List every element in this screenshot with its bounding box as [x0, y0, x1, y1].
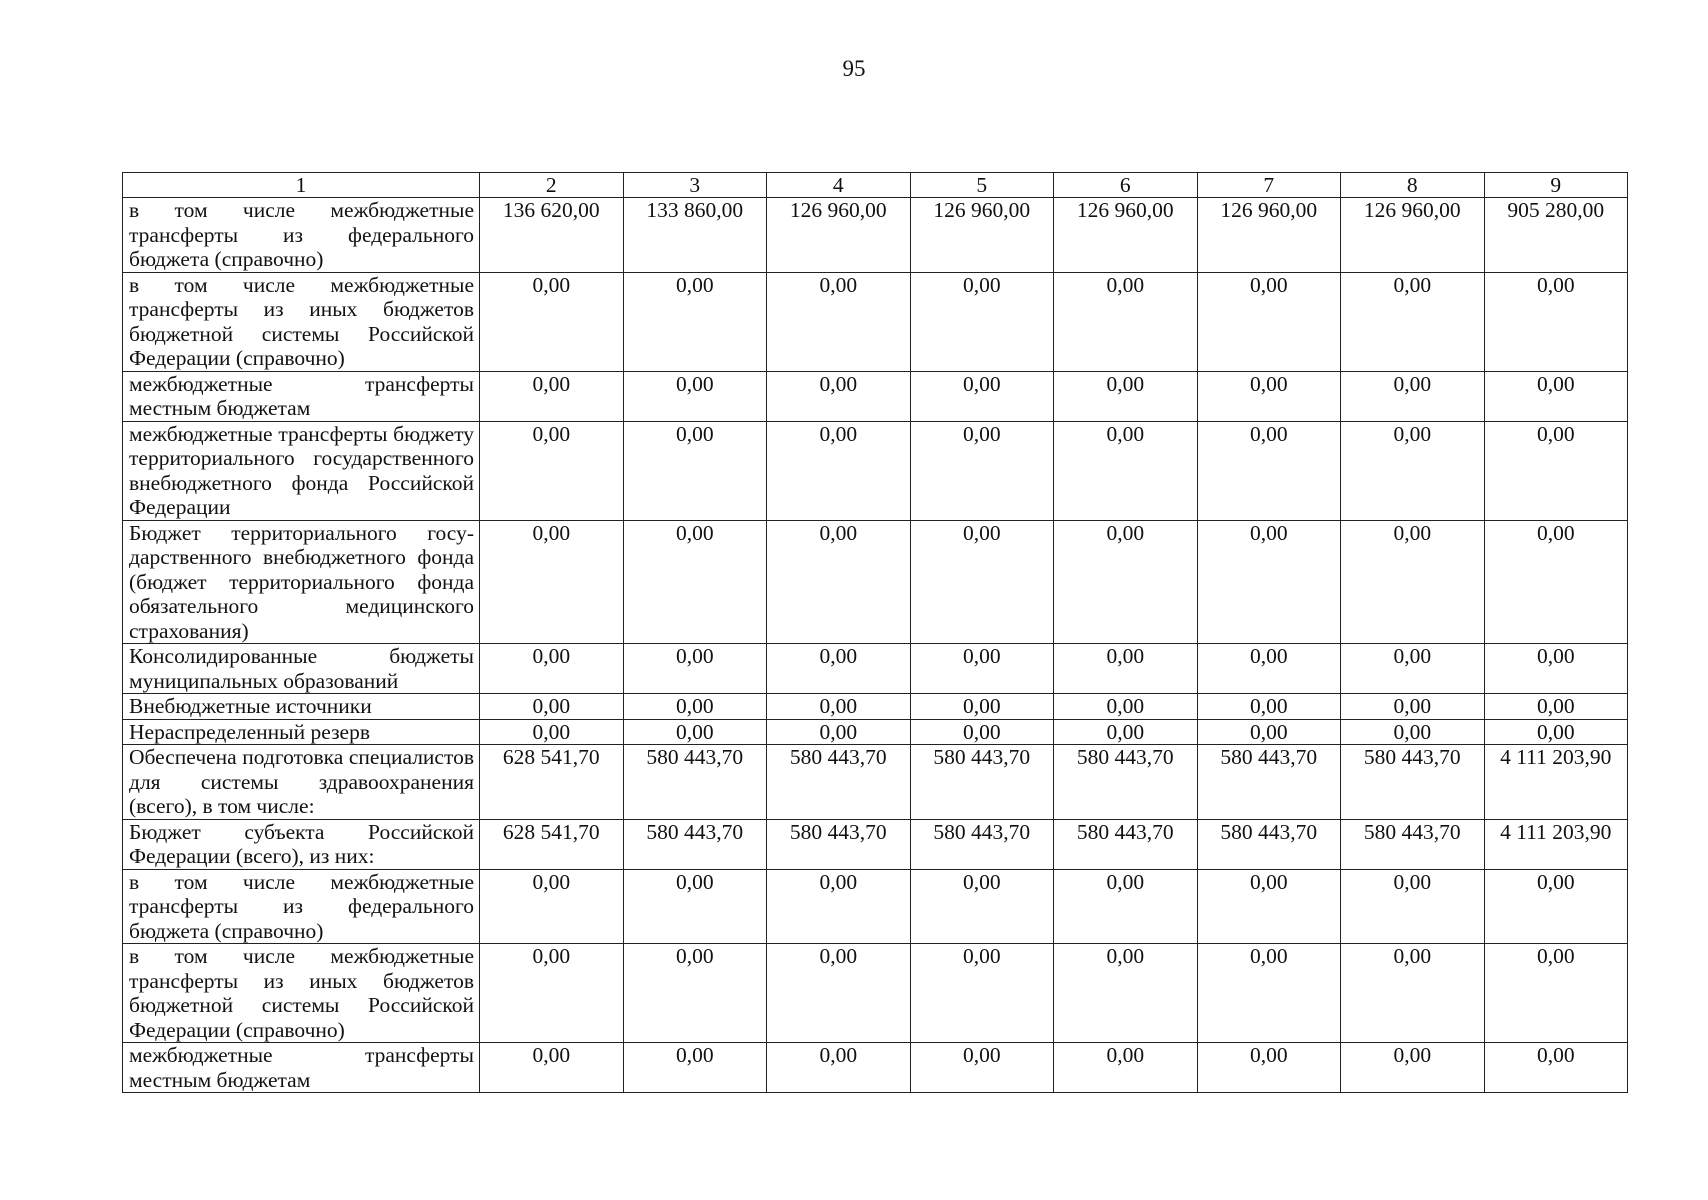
value-cell: 4 111 203,90 [1484, 819, 1628, 869]
value-cell: 0,00 [1197, 944, 1341, 1043]
table-header [123, 173, 1628, 198]
value-cell: 0,00 [1054, 520, 1198, 644]
table-row [123, 644, 1628, 694]
value-cell: 628 541,70 [480, 745, 624, 820]
value-cell: 0,00 [1484, 371, 1628, 421]
value-cell: 0,00 [767, 694, 911, 720]
table-row [123, 272, 1628, 371]
row-label: Внебюджетные источники [123, 694, 480, 720]
header-row [123, 173, 1628, 198]
row-label: Обеспечена подготовка специалистов для системы здравоохранения (всего), в том числе: [123, 745, 480, 820]
value-cell: 0,00 [767, 520, 911, 644]
value-cell: 0,00 [623, 944, 767, 1043]
table-body [123, 198, 1628, 1093]
row-label: в том числе межбюджетные трансферты из федерального бюджета (справочно) [123, 198, 480, 273]
value-cell: 0,00 [767, 272, 911, 371]
value-cell: 0,00 [1484, 944, 1628, 1043]
value-cell: 0,00 [767, 944, 911, 1043]
table-row [123, 745, 1628, 820]
value-cell: 126 960,00 [1341, 198, 1485, 273]
value-cell: 0,00 [1341, 272, 1485, 371]
value-cell: 4 111 203,90 [1484, 745, 1628, 820]
value-cell: 0,00 [910, 644, 1054, 694]
table-row [123, 520, 1628, 644]
value-cell: 0,00 [480, 1043, 624, 1093]
row-label: Бюджет субъекта Российской Федерации (всего), из них: [123, 819, 480, 869]
value-cell: 0,00 [480, 421, 624, 520]
value-cell: 628 541,70 [480, 819, 624, 869]
table-row [123, 421, 1628, 520]
value-cell: 0,00 [1197, 272, 1341, 371]
value-cell: 580 443,70 [623, 819, 767, 869]
value-cell: 0,00 [1484, 719, 1628, 745]
value-cell: 0,00 [767, 719, 911, 745]
value-cell: 0,00 [623, 694, 767, 720]
value-cell: 580 443,70 [910, 819, 1054, 869]
value-cell: 0,00 [767, 644, 911, 694]
value-cell: 0,00 [1054, 1043, 1198, 1093]
table-row [123, 944, 1628, 1043]
value-cell: 580 443,70 [767, 819, 911, 869]
value-cell: 0,00 [1341, 371, 1485, 421]
value-cell: 0,00 [1197, 1043, 1341, 1093]
table-row [123, 819, 1628, 869]
value-cell: 580 443,70 [1341, 819, 1485, 869]
row-label: Консолидированные бюджеты муниципальных образований [123, 644, 480, 694]
value-cell: 0,00 [910, 869, 1054, 944]
row-label: межбюджетные трансферты местным бюджетам [123, 1043, 480, 1093]
value-cell: 0,00 [910, 520, 1054, 644]
value-cell: 0,00 [1341, 944, 1485, 1043]
value-cell: 0,00 [623, 869, 767, 944]
value-cell: 0,00 [623, 644, 767, 694]
row-label: в том числе межбюджетные трансферты из иных бюджетов бюджетной системы Российской Федерации (справочно) [123, 944, 480, 1043]
value-cell: 0,00 [623, 371, 767, 421]
value-cell: 0,00 [1054, 371, 1198, 421]
value-cell: 0,00 [1484, 520, 1628, 644]
value-cell: 0,00 [1054, 869, 1198, 944]
column-header-6: 6 [1054, 173, 1198, 198]
row-label: межбюджетные трансферты местным бюджетам [123, 371, 480, 421]
value-cell: 0,00 [623, 272, 767, 371]
value-cell: 0,00 [480, 694, 624, 720]
value-cell: 0,00 [1484, 272, 1628, 371]
value-cell: 0,00 [1054, 694, 1198, 720]
value-cell: 0,00 [910, 944, 1054, 1043]
table-row [123, 719, 1628, 745]
value-cell: 0,00 [480, 272, 624, 371]
table-row [123, 371, 1628, 421]
value-cell: 0,00 [1197, 719, 1341, 745]
column-header-3: 3 [623, 173, 767, 198]
table-row [123, 1043, 1628, 1093]
value-cell: 0,00 [1054, 272, 1198, 371]
value-cell: 0,00 [623, 421, 767, 520]
value-cell: 580 443,70 [1054, 745, 1198, 820]
value-cell: 0,00 [1054, 719, 1198, 745]
value-cell: 133 860,00 [623, 198, 767, 273]
value-cell: 0,00 [1341, 869, 1485, 944]
value-cell: 0,00 [767, 1043, 911, 1093]
value-cell: 0,00 [1197, 421, 1341, 520]
value-cell: 0,00 [1197, 520, 1341, 644]
value-cell: 0,00 [1484, 1043, 1628, 1093]
value-cell: 0,00 [1484, 869, 1628, 944]
value-cell: 126 960,00 [1054, 198, 1198, 273]
value-cell: 0,00 [1341, 694, 1485, 720]
value-cell: 0,00 [623, 1043, 767, 1093]
table-row [123, 869, 1628, 944]
value-cell: 0,00 [1054, 944, 1198, 1043]
value-cell: 0,00 [910, 272, 1054, 371]
value-cell: 0,00 [623, 719, 767, 745]
value-cell: 0,00 [910, 421, 1054, 520]
value-cell: 580 443,70 [1197, 745, 1341, 820]
column-header-9: 9 [1484, 173, 1628, 198]
value-cell: 0,00 [1341, 421, 1485, 520]
value-cell: 0,00 [910, 694, 1054, 720]
row-label: Нераспределенный резерв [123, 719, 480, 745]
value-cell: 0,00 [623, 520, 767, 644]
value-cell: 580 443,70 [1197, 819, 1341, 869]
value-cell: 0,00 [1054, 644, 1198, 694]
value-cell: 580 443,70 [1341, 745, 1485, 820]
value-cell: 126 960,00 [910, 198, 1054, 273]
budget-table [122, 172, 1628, 1093]
column-header-1: 1 [123, 173, 480, 198]
value-cell: 0,00 [1197, 644, 1341, 694]
column-header-8: 8 [1341, 173, 1485, 198]
value-cell: 0,00 [480, 520, 624, 644]
value-cell: 580 443,70 [767, 745, 911, 820]
value-cell: 0,00 [1197, 694, 1341, 720]
value-cell: 0,00 [1197, 371, 1341, 421]
page-number: 95 [842, 56, 866, 81]
value-cell: 905 280,00 [1484, 198, 1628, 273]
value-cell: 0,00 [480, 944, 624, 1043]
row-label: Бюджет территориального государственного внебюджетного фонда (бюджет территориального фонда обязательного медицинского страхования) [123, 520, 480, 644]
value-cell: 0,00 [480, 371, 624, 421]
value-cell: 0,00 [1484, 421, 1628, 520]
column-header-7: 7 [1197, 173, 1341, 198]
value-cell: 0,00 [480, 719, 624, 745]
value-cell: 580 443,70 [1054, 819, 1198, 869]
value-cell: 0,00 [1054, 421, 1198, 520]
row-label: в том числе межбюджетные трансферты из федерального бюджета (справочно) [123, 869, 480, 944]
value-cell: 0,00 [1484, 694, 1628, 720]
column-header-5: 5 [910, 173, 1054, 198]
table-row [123, 694, 1628, 720]
value-cell: 0,00 [1484, 644, 1628, 694]
value-cell: 0,00 [1341, 520, 1485, 644]
value-cell: 0,00 [910, 371, 1054, 421]
column-header-4: 4 [767, 173, 911, 198]
value-cell: 0,00 [767, 869, 911, 944]
value-cell: 580 443,70 [623, 745, 767, 820]
value-cell: 0,00 [767, 371, 911, 421]
row-label: межбюджетные трансферты бюджету территориального государственного внебюджетного фонда Российской Федерации [123, 421, 480, 520]
value-cell: 0,00 [480, 644, 624, 694]
table-container [122, 172, 1628, 1093]
value-cell: 0,00 [910, 719, 1054, 745]
value-cell: 580 443,70 [910, 745, 1054, 820]
value-cell: 0,00 [767, 421, 911, 520]
value-cell: 0,00 [910, 1043, 1054, 1093]
row-label: в том числе межбюджетные трансферты из иных бюджетов бюджетной системы Российской Федерации (справочно) [123, 272, 480, 371]
value-cell: 0,00 [1341, 644, 1485, 694]
value-cell: 0,00 [480, 869, 624, 944]
value-cell: 0,00 [1341, 1043, 1485, 1093]
value-cell: 0,00 [1341, 719, 1485, 745]
value-cell: 126 960,00 [767, 198, 911, 273]
table-row [123, 198, 1628, 273]
value-cell: 136 620,00 [480, 198, 624, 273]
value-cell: 0,00 [1197, 869, 1341, 944]
value-cell: 126 960,00 [1197, 198, 1341, 273]
column-header-2: 2 [480, 173, 624, 198]
